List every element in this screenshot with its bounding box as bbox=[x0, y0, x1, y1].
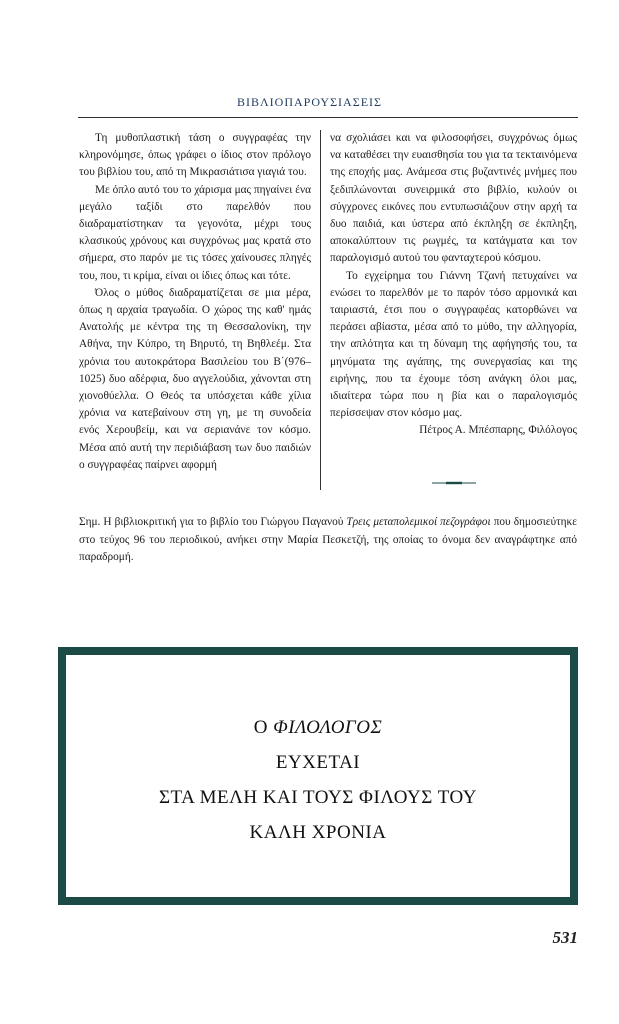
greeting-line-3: ΣΤΑ ΜΕΛΗ ΚΑΙ ΤΟΥΣ ΦΙΛΟΥΣ ΤΟΥ bbox=[159, 787, 477, 808]
article-paragraph: Τη μυθοπλαστική τάση ο συγγραφέας την κληρονόμησε, όπως γράφει ο ίδιος στον πρόλογο του βιβλίου του, από τη Μικρασιάτισα γιαγιά του. bbox=[79, 132, 311, 179]
magazine-name: ΦΙΛΟΛΟΓΟΣ bbox=[273, 717, 383, 738]
greeting-text bbox=[66, 710, 570, 850]
greeting-box bbox=[65, 654, 571, 898]
note-book-title: Τρεις μεταπολεμικοί πεζογράφοι bbox=[346, 516, 491, 528]
greeting-line-4: ΚΑΛΗ ΧΡΟΝΙΑ bbox=[249, 822, 387, 843]
greeting-line-1-prefix: Ο bbox=[253, 717, 274, 738]
article-left-column bbox=[79, 130, 311, 474]
note-suffix: που δημοσιεύτηκε στο τεύχος 96 του περιοδικού, ανήκει στην Μαρία Πεσκετζή, της οποίας το όνομα δεν αναγράφτηκε από παραδρομή. bbox=[79, 516, 577, 563]
article-right-column bbox=[330, 130, 577, 440]
column-divider bbox=[320, 130, 321, 490]
article-paragraph: Με όπλο αυτό του το χάρισμα μας πηγαίνει ένα μεγάλο ταξίδι στο παρελθόν που διαδραματίστηκαν τα γεγονότα, μέχρι τους κλασικούς χρόνους και συγχρόνως μας κρατά στο σήμερα, στο παρόν με τις τόσες χαίνουσες πληγές του, που, τι κρίμα, είναι οι ίδιες όπως και τότε. bbox=[79, 183, 311, 282]
page-number: 531 bbox=[552, 928, 578, 947]
greeting-frame bbox=[58, 647, 578, 905]
article-paragraph: Το εγχείρημα του Γιάννη Τζανή πετυχαίνει να ενώσει το παρελθόν με το παρόν τόσο αρμονικά και ταιριαστά, έτσι που ο συγγραφέας κατορθώνει να περάσει αβίαστα, μέσα από το μύθο, την αλληγορία, την απλότητα και τη δύναμη της αφήγησής του, τα μηνύματα της αγάπης, της συνεργασίας και της ειρήνης, που τα έχουμε τόση ανάγκη όλοι μας, ιδιαίτερα τώρα που η βία και ο παραλογισμός περίσσεψαν στον κόσμο μας. bbox=[330, 269, 577, 420]
running-head: ΒΙΒΛΙΟΠΑΡΟΥΣΙΑΣΕΙΣ bbox=[236, 95, 383, 109]
greeting-line-1 bbox=[66, 710, 570, 745]
author-signature: Πέτρος Α. Μπέσπαρης, Φιλόλογος bbox=[419, 424, 577, 437]
greeting-line-2: ΕΥΧΕΤΑΙ bbox=[275, 752, 361, 773]
header-rule bbox=[78, 117, 578, 118]
article-paragraph: να σχολιάσει και να φιλοσοφήσει, συγχρόνως όμως να καταθέσει την ευαισθησία του για τα τεκταινόμενα της εποχής μας. Ανάμεσα στις βυζαντινές μνήμες που ξεδιπλώνονται συνειρμικά στο βιβλίο, κυλούν οι σύγχρονες εικόνες που εντυπωσιάζουν στην αρχή τα δυο παιδιά, και ύστερα από έκπληξη σε έκπληξη, αποκαλύπτουν τις ρωγμές, τα κατάγματα και τον παραλογισμό αυτού του φανταχτερού κόσμου. bbox=[330, 132, 577, 265]
editorial-note bbox=[79, 514, 577, 567]
article-paragraph: Όλος ο μύθος διαδραματίζεται σε μια μέρα, όπως η αρχαία τραγωδία. Ο χώρος της καθ' ημάς Ανατολής με κέντρα της τη Θεσσαλονίκη, την Αθήνα, την Κύπρο, τη Βηρυτό, τη Βηθλεέμ. Στα χρόνια του αυτοκράτορα Βασιλείου του Β΄(976–1025) δυο αδέρφια, δυο αγγελούδια, χάνονται στη χιονοθύελλα. Ο Θεός τα υπόσχεται κάθε χίλια χρόνια να κατεβαίνουν στη γη, με τη συνοδεία ενός Χερουβείμ, και να σεριανάνε τον κόσμο. Μέσα από αυτή την περιδιάβαση των δυο παιδιών ο συγγραφέας παίρνει αφορμή bbox=[79, 286, 311, 471]
ornament-divider-icon bbox=[432, 481, 476, 485]
note-prefix: Σημ. Η βιβλιοκριτική για το βιβλίο του Γιώργου Παγανού bbox=[79, 516, 347, 528]
